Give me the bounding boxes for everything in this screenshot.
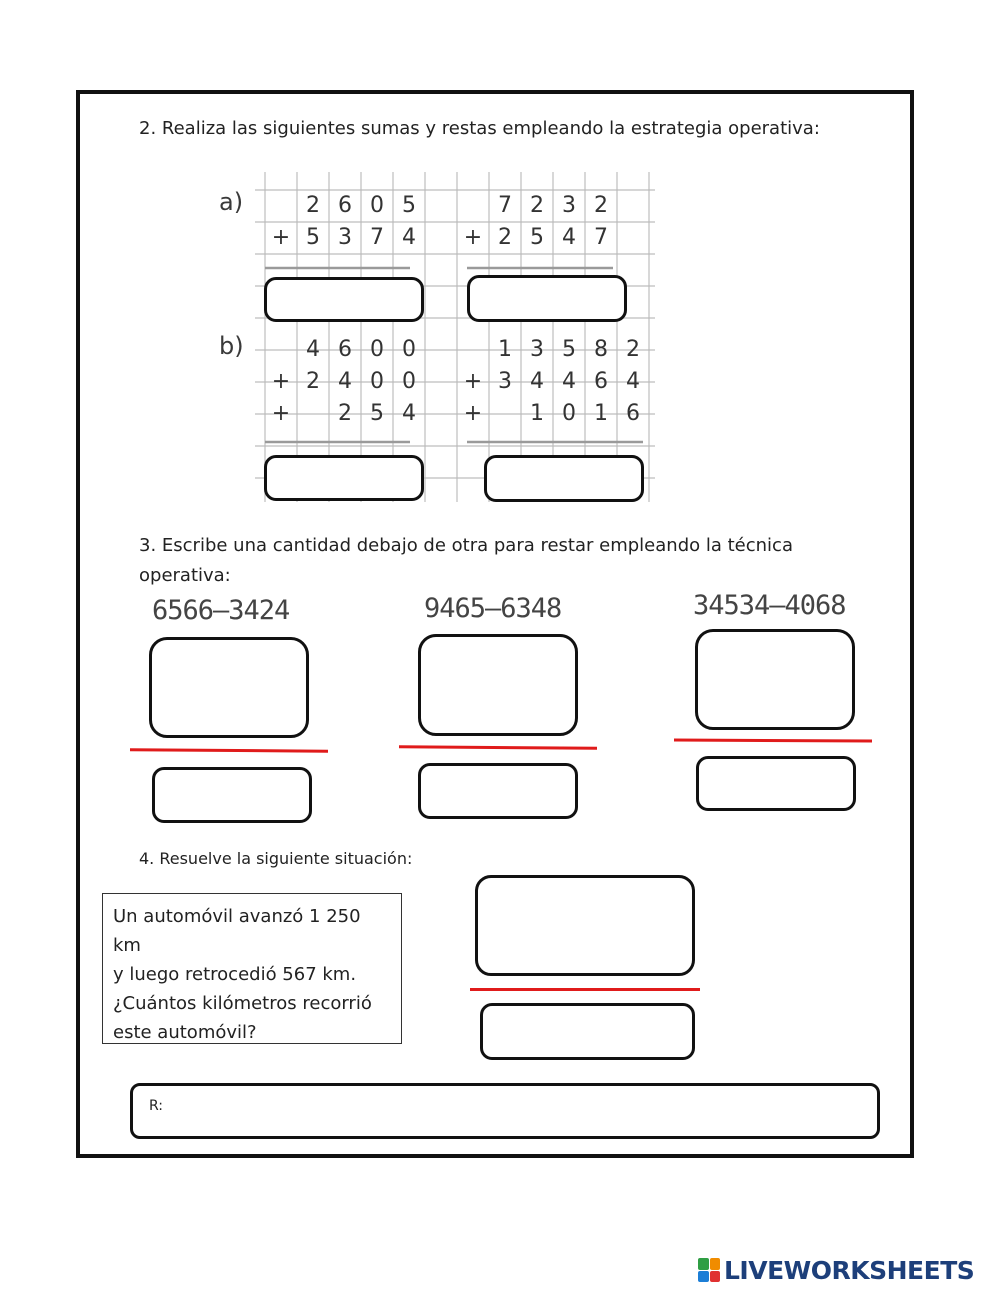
q3-result-box-3[interactable] bbox=[696, 756, 856, 811]
grid-digit: 3 bbox=[498, 369, 512, 394]
grid-digit: 2 bbox=[498, 225, 512, 250]
q2-b-right-answer-box[interactable] bbox=[484, 455, 644, 502]
answer-label: R: bbox=[149, 1098, 164, 1114]
q3-title-line1: 3. Escribe una cantidad debajo de otra para restar empleando la técnica bbox=[139, 535, 793, 556]
grid-digit: 4 bbox=[338, 369, 352, 394]
grid-digit: 6 bbox=[338, 193, 352, 218]
grid-digit: 5 bbox=[402, 193, 416, 218]
grid-digit bbox=[457, 334, 489, 366]
q4-problem-line: Un automóvil avanzó 1 250 km bbox=[113, 906, 361, 956]
logo-text: LIVEWORKSHEETS bbox=[724, 1255, 975, 1285]
grid-digit: 7 bbox=[370, 225, 384, 250]
grid-digit: 0 bbox=[370, 369, 384, 394]
grid-digit: 2 bbox=[626, 337, 640, 362]
grid-digit: 0 bbox=[370, 337, 384, 362]
grid-digit: 4 bbox=[626, 369, 640, 394]
grid-digit: + bbox=[463, 401, 483, 426]
grid-digit: 0 bbox=[402, 337, 416, 362]
grid-digit: 6 bbox=[626, 401, 640, 426]
grid-digit: 1 bbox=[594, 401, 608, 426]
grid-digit bbox=[265, 334, 297, 366]
grid-digit: 1 bbox=[498, 337, 512, 362]
label-a: a) bbox=[219, 188, 244, 216]
grid-digit: 5 bbox=[530, 225, 544, 250]
grid-digit: 2 bbox=[338, 401, 352, 426]
grid-digit: 5 bbox=[370, 401, 384, 426]
grid-digit: 4 bbox=[530, 369, 544, 394]
q2-a-right-answer-box[interactable] bbox=[467, 275, 627, 322]
grid-digit: 4 bbox=[562, 369, 576, 394]
grid-digit bbox=[265, 190, 297, 222]
q4-operation-box[interactable] bbox=[475, 875, 695, 976]
q3-operation-box-1[interactable] bbox=[149, 637, 309, 738]
q3-title-line2: operativa: bbox=[139, 565, 231, 586]
q2-a-left-answer-box[interactable] bbox=[264, 277, 424, 322]
q3-operation-box-2[interactable] bbox=[418, 634, 578, 736]
q3-result-box-2[interactable] bbox=[418, 763, 578, 819]
grid-digit: 5 bbox=[562, 337, 576, 362]
q2-b-left-answer-box[interactable] bbox=[264, 455, 424, 501]
grid-digit: 2 bbox=[306, 193, 320, 218]
liveworksheets-logo bbox=[698, 1255, 974, 1285]
grid-digit: 4 bbox=[402, 225, 416, 250]
liveworksheets-logo-icon bbox=[698, 1258, 720, 1282]
grid-digit: + bbox=[271, 401, 291, 426]
grid-digit: 0 bbox=[370, 193, 384, 218]
grid-digit: 2 bbox=[530, 193, 544, 218]
q4-title: 4. Resuelve la siguiente situación: bbox=[139, 849, 413, 868]
grid-digit: 4 bbox=[306, 337, 320, 362]
grid-digit: 6 bbox=[338, 337, 352, 362]
q4-problem-box bbox=[102, 893, 402, 1044]
q3-operation-box-3[interactable] bbox=[695, 629, 855, 730]
q4-problem-line: ¿Cuántos kilómetros recorrió bbox=[113, 993, 372, 1014]
grid-digit: 2 bbox=[594, 193, 608, 218]
grid-digit: 3 bbox=[338, 225, 352, 250]
q4-problem-line: y luego retrocedió 567 km. bbox=[113, 964, 357, 985]
q3-expression-3: 34534–4068 bbox=[693, 590, 846, 621]
q4-red-line bbox=[470, 988, 700, 991]
grid-digit: 7 bbox=[594, 225, 608, 250]
grid-digit: 8 bbox=[594, 337, 608, 362]
grid-digit: 1 bbox=[530, 401, 544, 426]
q2-title: 2. Realiza las siguientes sumas y restas empleando la estrategia operativa: bbox=[139, 118, 820, 139]
grid-digit: 4 bbox=[562, 225, 576, 250]
grid-digit: 0 bbox=[402, 369, 416, 394]
grid-digit: + bbox=[463, 369, 483, 394]
grid-digit bbox=[297, 398, 329, 430]
label-b: b) bbox=[219, 332, 244, 360]
q3-expression-1: 6566–3424 bbox=[152, 595, 290, 626]
grid-digit: + bbox=[271, 369, 291, 394]
grid-digit: 6 bbox=[594, 369, 608, 394]
grid-digit: + bbox=[271, 225, 291, 250]
grid-digit: + bbox=[463, 225, 483, 250]
grid-digit: 2 bbox=[306, 369, 320, 394]
grid-digit: 5 bbox=[306, 225, 320, 250]
addition-grid bbox=[219, 172, 655, 502]
grid-digit: 4 bbox=[402, 401, 416, 426]
grid-digit bbox=[489, 398, 521, 430]
grid-digit: 3 bbox=[530, 337, 544, 362]
grid-digit bbox=[457, 190, 489, 222]
q3-result-box-1[interactable] bbox=[152, 767, 312, 823]
grid-digit: 0 bbox=[562, 401, 576, 426]
q3-expression-2: 9465–6348 bbox=[424, 593, 562, 624]
q4-problem-line: este automóvil? bbox=[113, 1022, 257, 1043]
grid-digit: 3 bbox=[562, 193, 576, 218]
answer-input-box[interactable] bbox=[130, 1083, 880, 1139]
q4-result-box[interactable] bbox=[480, 1003, 695, 1060]
grid-digit: 7 bbox=[498, 193, 512, 218]
